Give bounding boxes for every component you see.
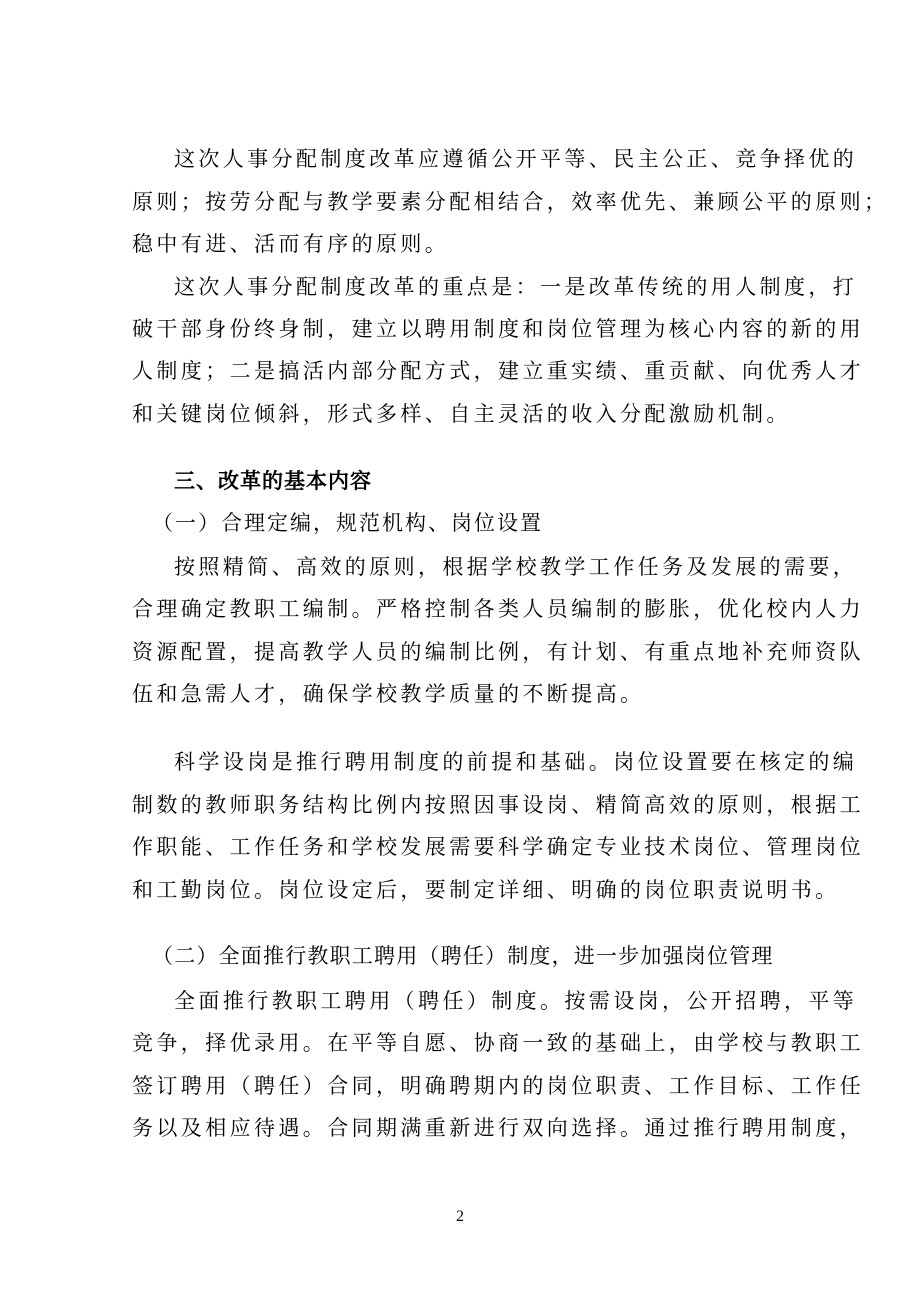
paragraph-5-line-2: 竞争，择优录用。在平等自愿、协商一致的基础上，由学校与教职工 xyxy=(132,1031,864,1055)
paragraph-2-line-4: 和关键岗位倾斜，形式多样、自主灵活的收入分配激励机制。 xyxy=(132,402,791,426)
page-number: 2 xyxy=(456,1208,464,1225)
paragraph-3-line-4: 伍和急需人才，确保学校教学质量的不断提高。 xyxy=(132,682,645,706)
paragraph-5-line-4: 务以及相应待遇。合同期满重新进行双向选择。通过推行聘用制度， xyxy=(132,1116,864,1140)
paragraph-2-line-1: 这次人事分配制度改革的重点是：一是改革传统的用人制度，打 xyxy=(174,275,858,299)
paragraph-3-line-2: 合理确定教职工编制。严格控制各类人员编制的膨胀，优化校内人力 xyxy=(132,597,864,621)
paragraph-1-line-2: 原则；按劳分配与教学要素分配相结合，效率优先、兼顾公平的原则； xyxy=(132,190,889,214)
paragraph-5-line-3: 签订聘用（聘任）合同，明确聘期内的岗位职责、工作目标、工作任 xyxy=(132,1074,864,1098)
paragraph-3-line-1: 按照精简、高效的原则，根据学校教学工作任务及发展的需要， xyxy=(174,555,858,579)
paragraph-2-line-2: 破干部身份终身制，建立以聘用制度和岗位管理为核心内容的新的用 xyxy=(132,317,864,341)
subheading-1: （一）合理定编，规范机构、岗位设置 xyxy=(152,511,543,535)
paragraph-5-line-1: 全面推行教职工聘用（聘任）制度。按需设岗，公开招聘，平等 xyxy=(174,989,858,1013)
paragraph-3-line-3: 资源配置，提高教学人员的编制比例，有计划、有重点地补充师资队 xyxy=(132,640,864,664)
paragraph-4-line-1: 科学设岗是推行聘用制度的前提和基础。岗位设置要在核定的编 xyxy=(174,750,858,774)
section-heading: 三、改革的基本内容 xyxy=(174,469,372,493)
paragraph-1-line-3: 稳中有进、活而有序的原则。 xyxy=(132,232,450,256)
paragraph-4-line-2: 制数的教师职务结构比例内按照因事设岗、精简高效的原则，根据工 xyxy=(132,793,864,817)
paragraph-4-line-3: 作职能、工作任务和学校发展需要科学确定专业技术岗位、管理岗位 xyxy=(132,835,864,859)
paragraph-4-line-4: 和工勤岗位。岗位设定后，要制定详细、明确的岗位职责说明书。 xyxy=(132,878,840,902)
subheading-2: （二）全面推行教职工聘用（聘任）制度，进一步加强岗位管理 xyxy=(152,944,774,968)
paragraph-1-line-1: 这次人事分配制度改革应遵循公开平等、民主公正、竞争择优的 xyxy=(174,147,858,171)
paragraph-2-line-3: 人制度；二是搞活内部分配方式，建立重实绩、重贡献、向优秀人才 xyxy=(132,359,864,383)
